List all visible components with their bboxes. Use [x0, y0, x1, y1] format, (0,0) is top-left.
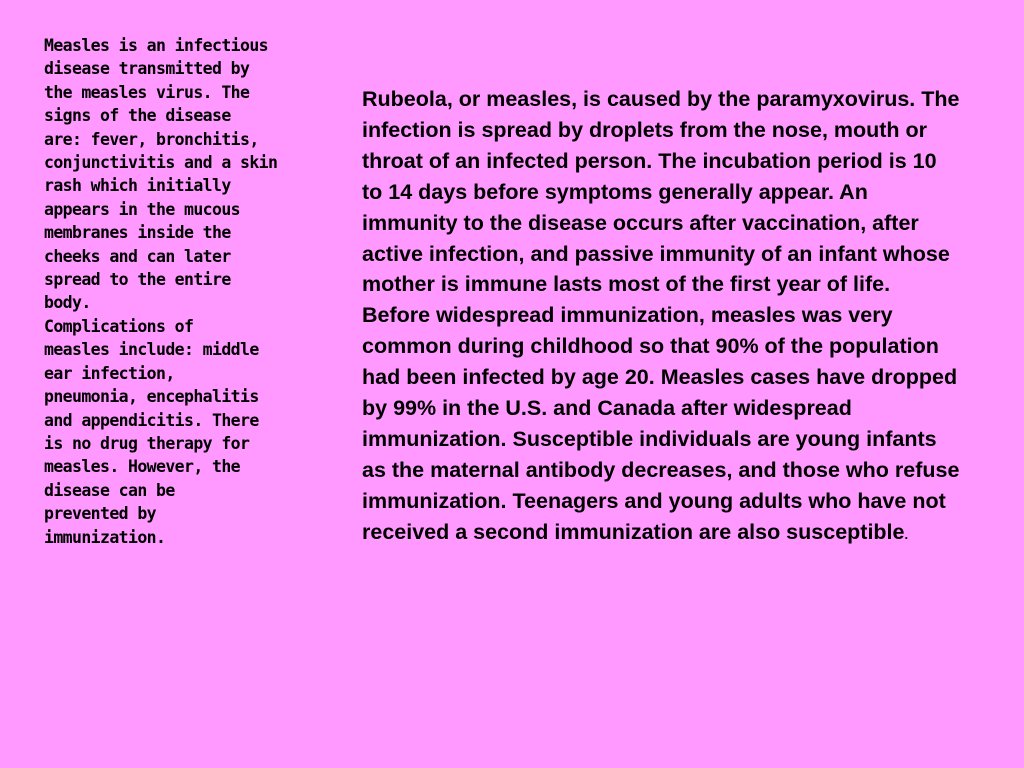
left-text-block — [44, 34, 316, 549]
left-paragraph-symptoms: Measles is an infectious disease transmitted by the measles virus. The signs of the disease are: fever, bronchitis, conjunctivitis and a skin rash which initially appears in the mucous membranes inside the cheeks and can later spread to the entire body. — [44, 36, 278, 313]
right-text-block — [362, 84, 962, 551]
left-paragraph-complications: Complications of measles include: middle ear infection, pneumonia, encephalitis and appendicitis. There is no drug therapy for measles. However, the disease can be prevented by immunization. — [44, 316, 259, 547]
right-paragraph-end-period: . — [904, 526, 909, 542]
right-paragraph-body: Rubeola, or measles, is caused by the paramyxovirus. The infection is spread by droplets from the nose, mouth or throat of an infected person. The incubation period is 10 to 14 days before symptoms generally appear. An immunity to the disease occurs after vaccination, after active infection, and passive immunity of an infant whose mother is immune lasts most of the first year of life. Before widespread immunization, measles was very common during childhood so that 90% of the population had been infected by age 20. Measles cases have dropped by 99% in the U.S. and Canada after widespread immunization. Susceptible individuals are young infants as the maternal antibody decreases, and those who refuse immunization. Teenagers and young adults who have not received a second immunization are also susceptible — [362, 87, 960, 544]
